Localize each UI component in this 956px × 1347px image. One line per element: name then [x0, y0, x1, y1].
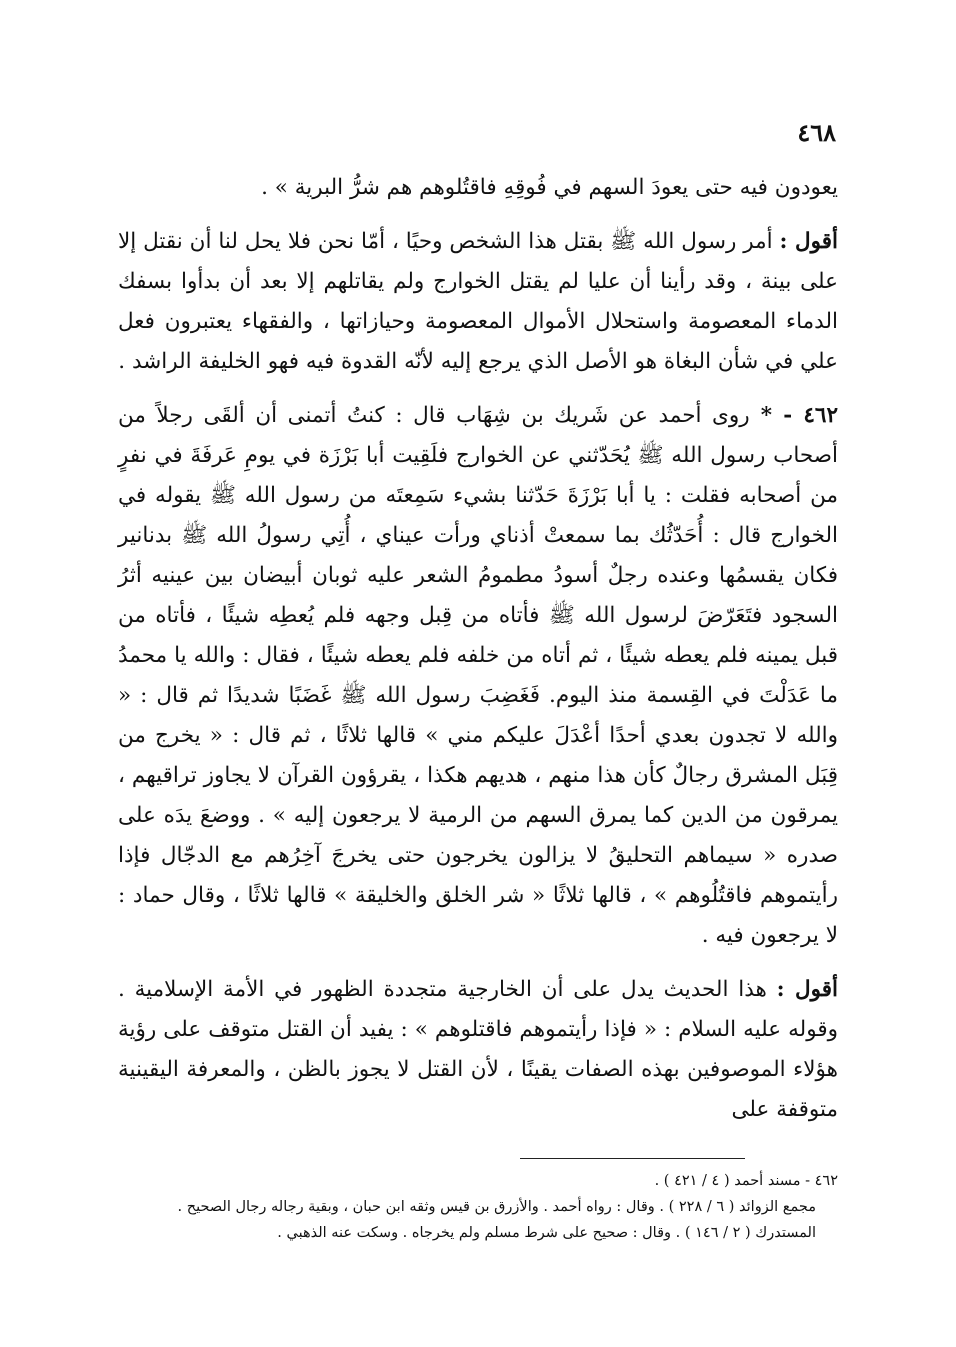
body-text [118, 168, 838, 1144]
paragraph-lead: أقول : [776, 977, 838, 1002]
page-number: ٤٦٨ [797, 118, 836, 147]
paragraph-lead: أقول : [779, 229, 839, 254]
paragraph-text: أمر رسول الله ﷺ بقتل هذا الشخص وحيًا ، أمّا نحن فلا يحل لنا أن نقتل إلا على بينة ، وقد رأينا أن عليا لم يقتل الخوارج ولم يقاتلهم إلا بعد أن بدأوا بسفك الدماء المعصومة واستحلال الأموال المعصومة وحيازاتها ، والفقهاء يعتبرون فعل علي في شأن البغاة هو الأصل الذي يرجع إليه لأنّه القدوة فيه فهو الخليفة الراشد . [118, 229, 838, 374]
paragraph-commentary-1 [118, 222, 838, 382]
paragraph-text: روى أحمد عن شَريك بن شِهَاب قال : كنتُ أتمنى أن ألقَى رجلاً من أصحاب رسول الله ﷺ يُحَدّثني عن الخوارج فلَقِيت أبا بَرْزَة في يومِ عَرفَةَ في نفرٍ من أصحابه فقلت : يا أبا بَرْزَةَ حَدّثنا بشيء سَمِعتَه من رسول الله ﷺ يقوله في الخوارج قال : أُحَدّثُك بما سمعتْ أذناي ورأت عيناي ، أُتِي رسولُ الله ﷺ بدنانير فكان يقسمُها وعنده رجلٌ أسودُ مطمومُ الشعر عليه ثوبان أبيضان بين عينيه أثرُ السجود فتَعَرّضَ لرسول الله ﷺ فأتاه من قِبل وجهه فلم يُعطِه شيئًا ، فأتاه من قبل يمينه فلم يعطه شيئًا ، ثم أتاه من خلفه فلم يعطه شيئًا ، فقال : والله يا محمدُ ما عَدَلْتَ في القِسمة منذ اليوم. فَغَضِبَ رسول الله ﷺ غَضَبًا شديدًا ثم قال : « والله لا تجدون بعدي أحدًا أعْدَلَ عليكم مني » قالها ثلاثًا ، ثم قال : « يخرج من قِبَل المشرق رجالٌ كأن هذا منهم ، هديهم هكذا ، يقرؤون القرآن لا يجاوز تراقيهم ، يمرقون من الدين كما يمرق السهم من الرمية لا يرجعون إليه » . ووضعَ يدَه على صدره « سيماهم التحليقُ لا يزالون يخرجون حتى يخرجَ آخِرُهم مع الدجّال فإذا رأيتموهم فاقتُلُوهم » ، قالها ثلاثًا « شر الخلق والخليقة » قالها ثلاثًا ، وقال حماد : لا يرجعون فيه . [118, 403, 838, 948]
paragraph-text: هذا الحديث يدل على أن الخارجية متجددة الظهور في الأمة الإسلامية . وقوله عليه السلام : « فإذا رأيتموهم فاقتلوهم » : يفيد أن القتل متوقف على رؤية هؤلاء الموصوفين بهذه الصفات يقينًا ، لأن القتل لا يجوز بالظن ، والمعرفة اليقينية متوقفة على [118, 977, 838, 1122]
paragraph-continuation [118, 168, 838, 208]
footnote: المستدرك ( ٢ / ١٤٦ ) . وقال : صحيح على شرط مسلم ولم يخرجاه . وسكت عنه الذهبي . [277, 1225, 816, 1241]
paragraph-hadith-462 [118, 396, 838, 956]
hadith-number: ٤٦٢ - * [749, 403, 838, 428]
footnote-divider [520, 1158, 745, 1159]
paragraph-text: يعودون فيه حتى يعودَ السهم في فُوقِهِ فاقتُلوهم هم شرُّ البرية » . [261, 175, 838, 200]
paragraph-commentary-2 [118, 970, 838, 1130]
footnotes [118, 1168, 838, 1246]
footnote: مجمع الزوائد ( ٦ / ٢٢٨ ) . وقال : رواه أحمد . والأزرق بن قيس وثقه ابن حبان ، وبقية رجاله رجال الصحيح . [177, 1199, 816, 1215]
footnote: ٤٦٢ - مسند أحمد ( ٤ / ٤٢١ ) . [654, 1173, 838, 1189]
